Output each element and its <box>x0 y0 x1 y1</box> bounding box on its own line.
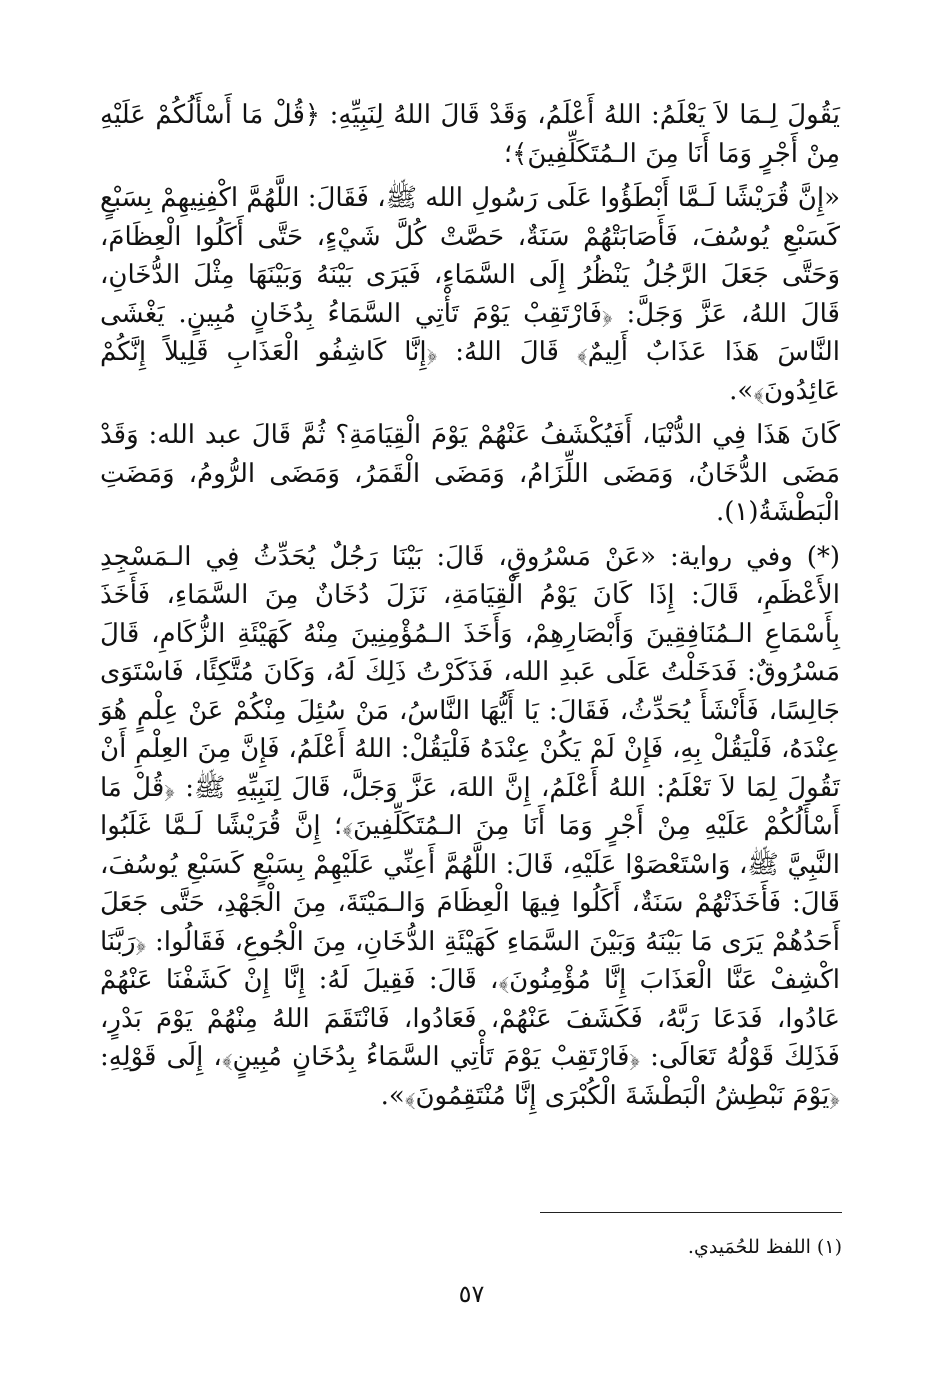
page-number: ٥٧ <box>458 1280 485 1308</box>
main-text <box>100 96 840 1121</box>
paragraph-2: «إِنَّ قُرَيْشًا لَـمَّا أَبْطَؤُوا عَلَى رَسُولِ الله ﷺ، فَقَالَ: اللَّهُمَّ اكْفِنِيهِمْ بِسَبْعٍ كَسَبْعِ يُوسُفَ، فَأَصَابَتْهُمْ سَنَةٌ، حَصَّتْ كُلَّ شَيْءٍ، حَتَّى أَكَلُوا الْعِظَامَ، وَحَتَّى جَعَلَ الرَّجُلُ يَنْظُرُ إِلَى السَّمَاءِ، فَيَرَى بَيْنَهُ وَبَيْنَهَا مِثْلَ الدُّخَانِ، قَالَ اللهُ، عَزَّ وَجَلَّ: ﴿فَارْتَقِبْ يَوْمَ تَأْتِي السَّمَاءُ بِدُخَانٍ مُبِينٍ. يَغْشَى النَّاسَ هَذَا عَذَابٌ أَلِيمٌ﴾ قَالَ اللهُ: ﴿إِنَّا كَاشِفُو الْعَذَابِ قَلِيلاً إِنَّكُمْ عَائِدُونَ﴾». <box>100 183 840 406</box>
footnote: (١) اللفظ للحُمَيدي. <box>687 1236 842 1258</box>
paragraph-4: (*) وفي رواية: «عَنْ مَسْرُوقٍ، قَالَ: بَيْنَا رَجُلٌ يُحَدِّثُ فِي الـمَسْجِدِ الأَعْظَمِ، قَالَ: إِذَا كَانَ يَوْمُ الْقِيَامَةِ، نَزَلَ دُخَانٌ مِنَ السَّمَاءِ، فَأَخَذَ بِأَسْمَاعِ الـمُنَافِقِينَ وَأَبْصَارِهِمْ، وَأَخَذَ الـمُؤْمِنِينَ مِنْهُ كَهَيْئَةِ الزُّكَامِ، قَالَ مَسْرُوقٌ: فَدَخَلْتُ عَلَى عَبدِ الله، فَذَكَرْتُ ذَلِكَ لَهُ، وَكَانَ مُتَّكِئًا، فَاسْتَوَى جَالِسًا، فَأَنْشَأَ يُحَدِّثُ، فَقَالَ: يَا أَيُّهَا النَّاسُ، مَنْ سُئِلَ مِنْكُمْ عَنْ عِلْمٍ هُوَ عِنْدَهُ، فَلْيَقُلْ بِهِ، فَإِنْ لَمْ يَكُنْ عِنْدَهُ فَلْيَقُلْ: اللهُ أَعْلَمُ، فَإِنَّ مِنَ العِلْمِ أَنْ تَقُولَ لِمَا لاَ تَعْلَمُ: اللهُ أَعْلَمُ، إِنَّ اللهَ، عَزَّ وَجَلَّ، قَالَ لِنَبِيِّهِ ﷺ: ﴿قُلْ مَا أَسْأَلُكُمْ عَلَيْهِ مِنْ أَجْرٍ وَمَا أَنَا مِنَ الـمُتَكَلِّفِينَ﴾؛ إِنَّ قُرَيْشًا لَـمَّا غَلَبُوا النَّبِيَّ ﷺ، وَاسْتَعْصَوْا عَلَيْهِ، قَالَ: اللَّهُمَّ أَعِنِّي عَلَيْهِمْ بِسَبْعٍ كَسَبْعِ يُوسُفَ، قَالَ: فَأَخَذَتْهُمْ سَنَةٌ، أَكَلُوا فِيهَا الْعِظَامَ وَالـمَيْتَةَ، مِنَ الْجَهْدِ، حَتَّى جَعَلَ أَحَدُهُمْ يَرَى مَا بَيْنَهُ وَبَيْنَ السَّمَاءِ كَهَيْئَةِ الدُّخَانِ، مِنَ الْجُوعِ، فَقَالُوا: ﴿رَبَّنَا اكْشِفْ عَنَّا الْعَذَابَ إِنَّا مُؤْمِنُونَ﴾، قَالَ: فَقِيلَ لَهُ: إِنَّا إِنْ كَشَفْنَا عَنْهُمْ عَادُوا، فَدَعَا رَبَّهُ، فَكَشَفَ عَنْهُمْ، فَعَادُوا، فَانْتَقَمَ اللهُ مِنْهُمْ يَوْمَ بَدْرٍ، فَذَلِكَ قَوْلُهُ تَعَالَى: ﴿فَارْتَقِبْ يَوْمَ تَأْتِي السَّمَاءُ بِدُخَانٍ مُبِينٍ﴾، إِلَى قَوْلِهِ: ﴿يَوْمَ نَبْطِشُ الْبَطْشَةَ الْكُبْرَى إِنَّا مُنْتَقِمُونَ﴾». <box>100 541 841 1111</box>
paragraph-3: كَانَ هَذَا فِي الدُّنْيَا، أَفَيُكْشَفُ عَنْهُمْ يَوْمَ الْقِيَامَةِ؟ ثُمَّ قَالَ عبد الله: وَقَدْ مَضَى الدُّخَانُ، وَمَضَى اللِّزَامُ، وَمَضَى الْقَمَرُ، وَمَضَى الرُّومُ، وَمَضَتِ الْبَطْشَةُ(١). <box>100 420 840 527</box>
paragraph-1: يَقُولَ لِـمَا لاَ يَعْلَمُ: اللهُ أَعْلَمُ، وَقَدْ قَالَ اللهُ لِنَبِيِّهِ: ﴿قُلْ مَا أَسْأَلُكُمْ عَلَيْهِ مِنْ أَجْرٍ وَمَا أَنَا مِنَ الـمُتَكَلِّفِينَ﴾؛ <box>100 100 840 169</box>
footnote-divider <box>540 1212 842 1213</box>
